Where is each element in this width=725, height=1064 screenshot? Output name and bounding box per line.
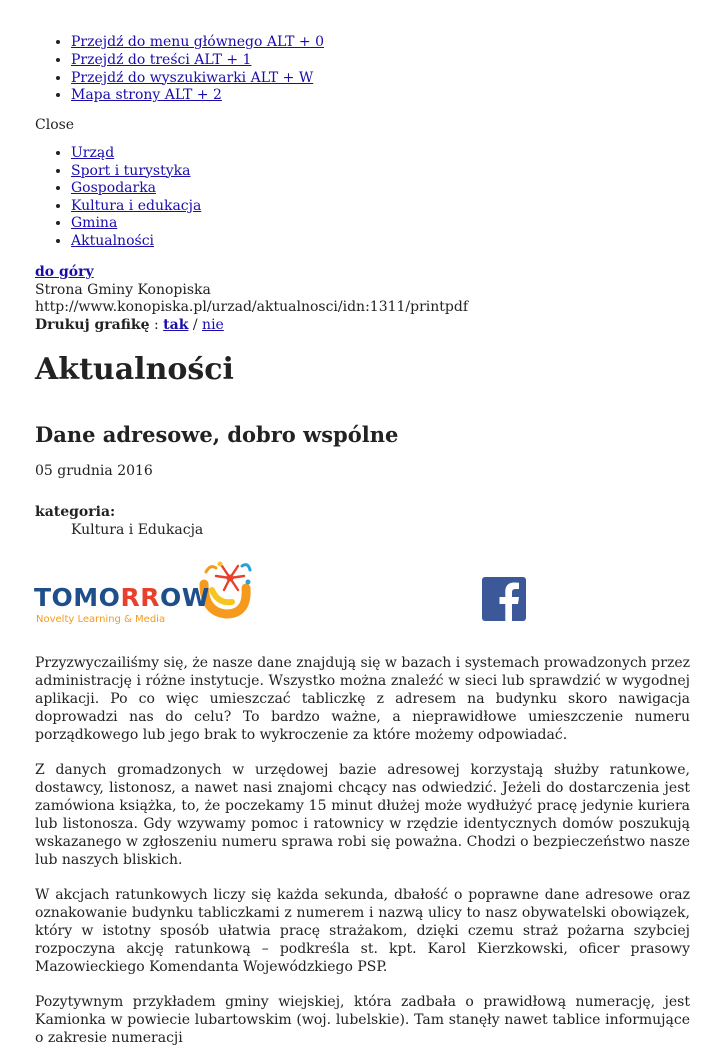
section-title: Aktualności — [35, 352, 234, 387]
site-name: Strona Gminy Konopiska — [35, 282, 211, 298]
sitemap-link[interactable]: Mapa strony ALT + 2 — [71, 87, 222, 104]
skip-link-item — [71, 34, 324, 52]
logo-tagline: Novelty Learning & Media — [36, 614, 166, 625]
nav-item-sport[interactable]: Sport i turystyka — [71, 162, 191, 179]
nav-item — [71, 163, 201, 181]
print-graphic-yes-link[interactable]: tak — [163, 317, 189, 333]
tomorrow-logo — [34, 560, 254, 626]
main-nav — [35, 145, 201, 251]
print-graphic-colon: : — [149, 317, 164, 333]
article-date: 05 grudnia 2016 — [35, 463, 153, 479]
print-graphic-label: Drukuj grafikę — [35, 317, 150, 333]
skip-to-search-link[interactable]: Przejdź do wyszukiwarki ALT + W — [71, 69, 314, 86]
skip-links — [35, 34, 324, 105]
nav-item-gospodarka[interactable]: Gospodarka — [71, 180, 157, 197]
close-button[interactable]: Close — [35, 117, 75, 133]
nav-item — [71, 180, 201, 198]
skip-to-content-link[interactable]: Przejdź do treści ALT + 1 — [71, 51, 252, 68]
logo-wordmark: TOMORROW — [34, 583, 210, 612]
article-paragraph: Pozytywnym przykładem gminy wiejskiej, która zadbała o prawidłową numerację, jest Kamionka w powiecie lubartowskim (woj. lubelskie). Tam stanęły nawet tablice informujące o zakresie numeracji — [35, 994, 690, 1046]
article-title: Dane adresowe, dobro wspólne — [35, 422, 399, 447]
skip-link-item — [71, 52, 324, 70]
category-value: Kultura i Edukacja — [71, 522, 204, 538]
skip-link-item — [71, 87, 324, 105]
article-paragraph: Z danych gromadzonych w urzędowej bazie adresowej korzystają służby ratunkowe, dostawcy, listonosz, a nawet nasi znajomi chcący nas odwiedzić. Jeżeli do dostarczenia jest zamówiona książka, to, że poczekamy 15 minut dłużej może wydłużyć pracę jedynie kuriera lub listonosza. Gdy wzywamy pomoc i ratownicy w rzędzie identycznych domów poszukują wskazanego w zgłoszeniu numeru sprawa robi się poważna. Chodzi o bezpieczeństwo nasze lub naszych bliskich. — [35, 762, 690, 868]
print-graphic-no-link[interactable]: nie — [202, 317, 224, 333]
article-body — [35, 654, 690, 1064]
nav-item — [71, 198, 201, 216]
nav-item — [71, 215, 201, 233]
print-graphic-slash: / — [188, 317, 203, 333]
nav-item — [71, 233, 201, 251]
skip-to-main-menu-link[interactable]: Przejdź do menu głównego ALT + 0 — [71, 34, 324, 50]
print-graphic-toggle — [35, 316, 224, 334]
nav-item — [71, 145, 201, 163]
skip-link-item — [71, 70, 324, 88]
article-paragraph: W akcjach ratunkowych liczy się każda sekunda, dbałość o poprawne dane adresowe oraz oznakowanie budynku tabliczkami z numerem i nazwą ulicy to nasz obywatelski obowiązek, który w istotny sposób ułatwia pracę strażakom, dzięki czemu straż pożarna szybciej rozpoczyna akcję ratunkową – podkreśla st. kpt. Karol Kierzkowski, oficer prasowy Mazowieckiego Komendanta Wojewódzkiego PSP. — [35, 887, 690, 975]
page-url: http://www.konopiska.pl/urzad/aktualnosci/idn:1311/printpdf — [35, 299, 469, 315]
nav-item-urzad[interactable]: Urząd — [71, 145, 115, 161]
nav-item-gmina[interactable]: Gmina — [71, 215, 118, 232]
back-to-top-link[interactable]: do góry — [35, 264, 94, 280]
facebook-icon[interactable] — [482, 577, 526, 621]
nav-item-kultura[interactable]: Kultura i edukacja — [71, 197, 202, 214]
category-label: kategoria: — [35, 504, 116, 520]
article-paragraph: Przyzwyczailiśmy się, że nasze dane znajdują się w bazach i systemach prowadzonych przez administrację i różne instytucje. Wszystko można znaleźć w sieci lub sprawdzić w wygodnej aplikacji. Po co więc umieszczać tabliczkę z adresem na budynku skoro nawigacja doprowadzi nas do celu? To bardzo ważne, a nieprawidłowe umieszczenie numeru porządkowego lub jego brak to wykroczenie za które możemy odpowiadać. — [35, 655, 690, 743]
logo-flower-graphic — [204, 562, 251, 615]
nav-item-aktualnosci[interactable]: Aktualności — [71, 232, 155, 249]
